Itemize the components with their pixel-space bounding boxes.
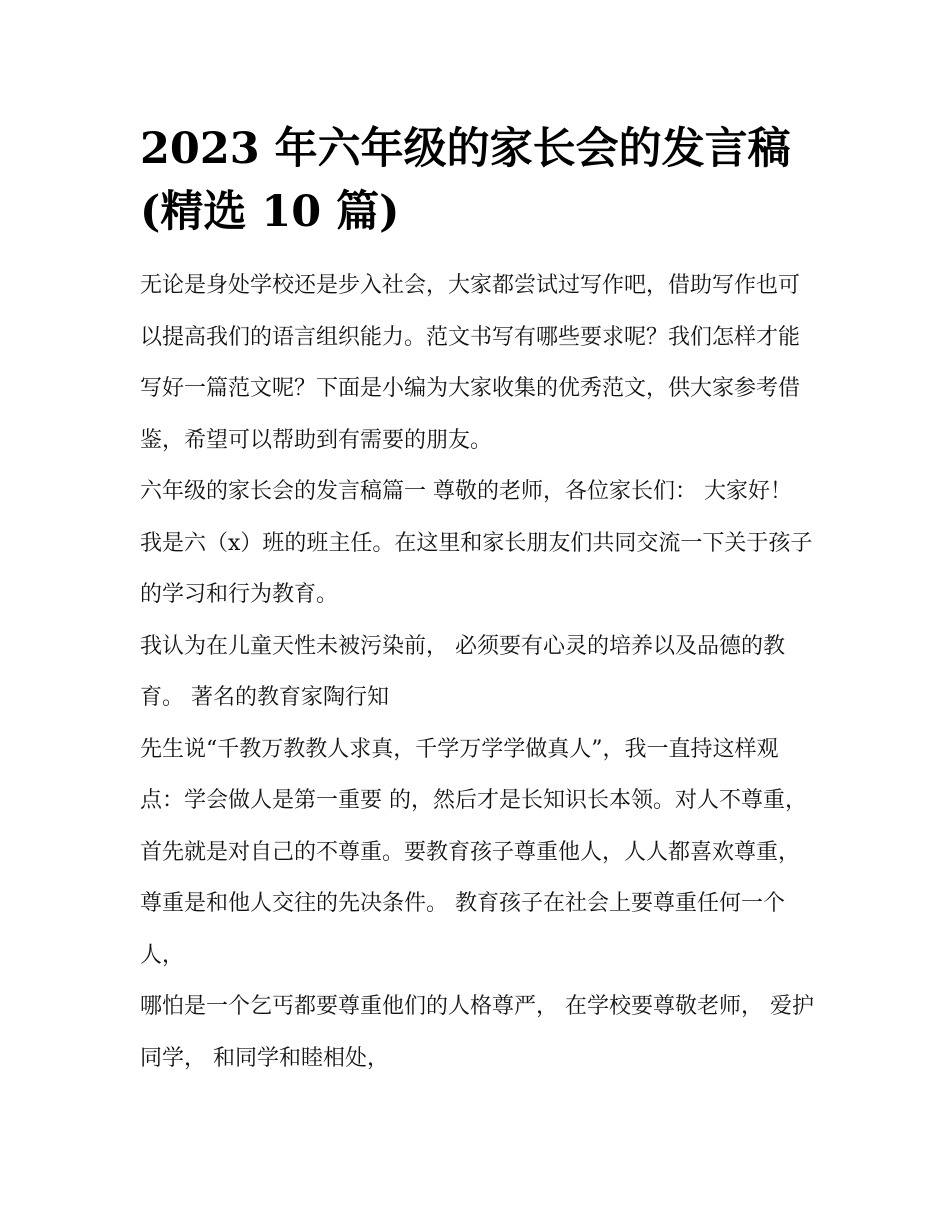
paragraph-intro: 无论是身处学校还是步入社会，大家都尝试过写作吧，借助写作也可以提高我们的语言组织能力。范文书写有哪些要求呢？我们怎样才能写好一篇范文呢？下面是小编为大家收集的优秀范文，供大家参考借鉴，希望可以帮助到有需要的朋友。 <box>140 273 801 453</box>
paragraph-dignity: 哪怕是一个乞丐都要尊重他们的人格尊严， 在学校要尊敬老师， 爱护同学， 和同学和睦相处， <box>140 994 814 1071</box>
paragraph-greeting: 六年级的家长会的发言稿篇一 尊敬的老师，各位家长们： 大家好！ 我是六（x）班的班主任。在这里和家长朋友们共同交流一下关于孩子的学习和行为教育。 <box>140 479 813 607</box>
document-title: 2023 年六年级的家长会的发言稿(精选 10 篇) <box>140 124 791 237</box>
paragraph-education-view: 我认为在儿童天性未被污染前， 必须要有心灵的培养以及品德的教育。 著名的教育家陶行知 <box>140 633 785 710</box>
paragraph-respect: 先生说“千教万教教人求真，千学万学学做真人”，我一直持这样观点：学会做人是第一重要 的，然后才是长知识长本领。对人不尊重，首先就是对自己的不尊重。要教育孩子尊重他人，人人都喜欢尊重， 尊重是和他人交往的先决条件。 教育孩子在社会上要尊重任何一个人， <box>140 736 807 968</box>
document-page <box>140 118 820 1084</box>
document-body <box>140 260 820 1084</box>
